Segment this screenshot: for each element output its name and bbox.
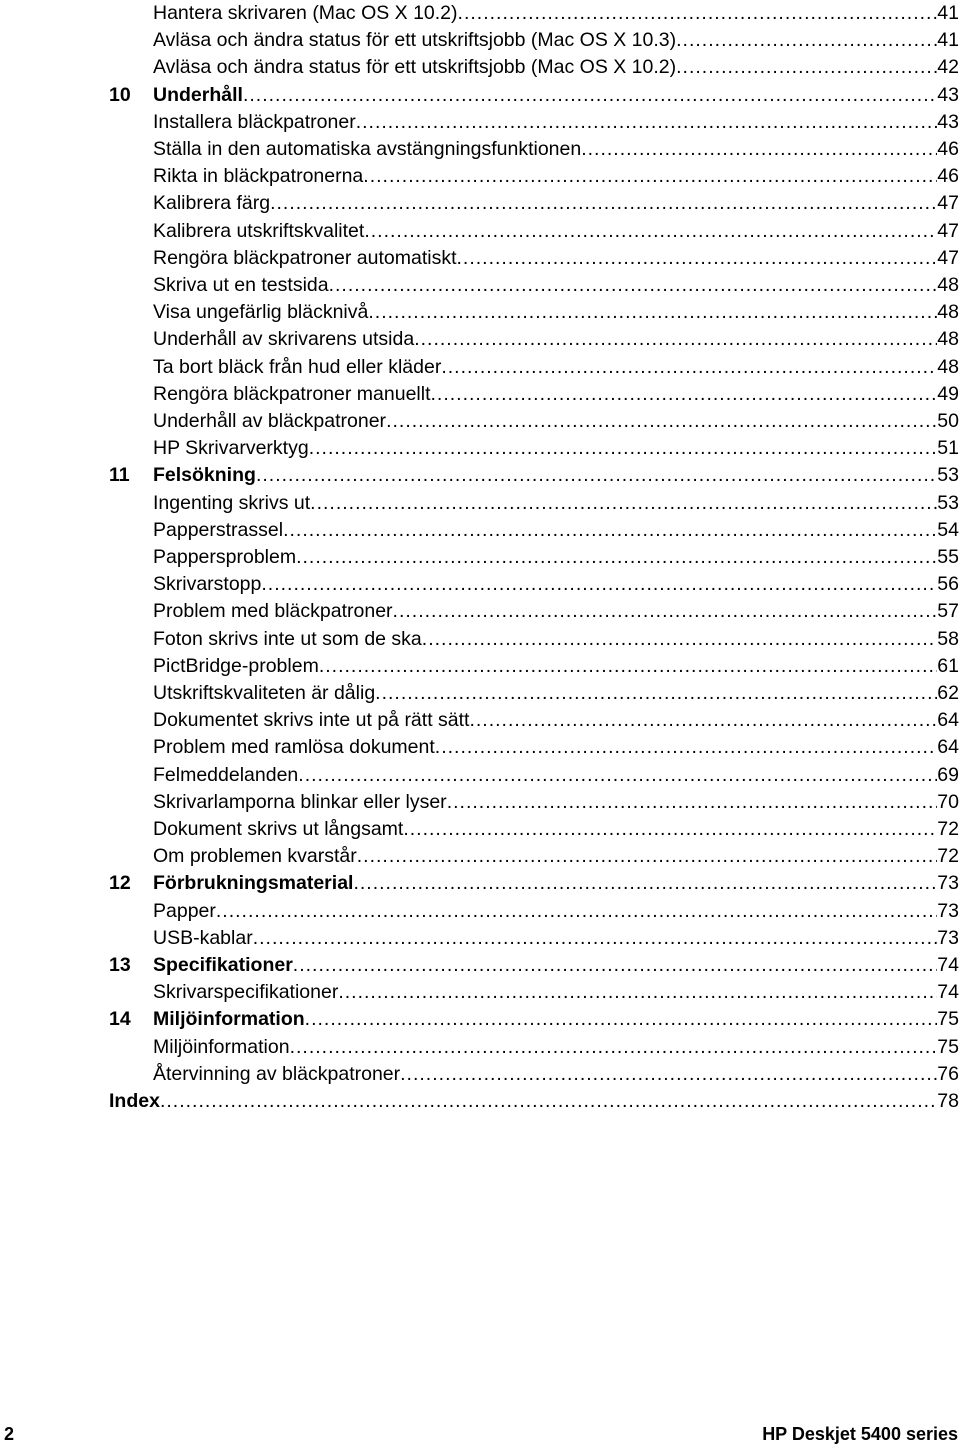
toc-entry-title: Underhåll av bläckpatroner	[153, 410, 387, 432]
toc-entry-title: Installera bläckpatroner	[153, 110, 356, 133]
toc-entry-page: 62	[937, 682, 959, 704]
toc-entry-title: Papperstrassel	[153, 518, 284, 541]
toc-entry-title: Ingenting skrivs ut	[153, 491, 311, 514]
toc-entry-page: 61	[937, 654, 959, 677]
toc-entry-title: USB-kablar	[153, 926, 253, 949]
toc-entry-page: 75	[937, 1035, 959, 1058]
toc-entry-page: 47	[937, 219, 959, 242]
toc-entry-page: 73	[937, 872, 959, 895]
dot-leader	[364, 218, 937, 245]
dot-leader	[305, 1006, 938, 1033]
toc-entry-title: Underhåll	[153, 83, 243, 106]
dot-leader	[356, 109, 938, 136]
toc-entry-title: Avläsa och ändra status för ett utskriftsjobb (Mac OS X 10.2)	[153, 56, 677, 79]
toc-chapter-entry[interactable]	[153, 1006, 959, 1033]
toc-entry[interactable]	[153, 272, 959, 299]
toc-entry[interactable]	[153, 408, 959, 435]
toc-entry-title: Kalibrera färg	[153, 192, 271, 215]
dot-leader	[400, 1061, 937, 1088]
toc-entry[interactable]	[153, 54, 959, 81]
toc-entry-title: Problem med ramlösa dokument	[153, 736, 435, 759]
dot-leader	[422, 626, 938, 653]
dot-leader	[357, 843, 938, 870]
dot-leader	[283, 517, 937, 544]
toc-entry-page: 51	[937, 437, 959, 460]
toc-entry[interactable]	[153, 435, 959, 462]
toc-entry-title: Rengöra bläckpatroner manuellt	[153, 382, 431, 405]
toc-entry-title: Avläsa och ändra status för ett utskriftsjobb (Mac OS X 10.3)	[153, 29, 677, 52]
dot-leader	[253, 925, 938, 952]
dot-leader	[270, 190, 937, 217]
chapter-number: 12	[109, 872, 131, 895]
dot-leader	[290, 1034, 938, 1061]
toc-entry[interactable]	[153, 843, 959, 870]
toc-entry-title: Miljöinformation	[153, 1008, 305, 1031]
dot-leader	[676, 27, 937, 54]
toc-entry[interactable]	[153, 381, 959, 408]
toc-entry[interactable]	[153, 898, 959, 925]
toc-entry-page: 48	[937, 355, 959, 378]
toc-entry-title: Dokument skrivs ut långsamt	[153, 818, 404, 840]
dot-leader	[457, 245, 938, 272]
toc-entry[interactable]	[153, 109, 959, 136]
page-footer	[0, 1420, 960, 1448]
dot-leader	[319, 653, 937, 680]
toc-entry[interactable]	[153, 218, 959, 245]
toc-entry-title: Visa ungefärlig bläcknivå	[153, 301, 369, 324]
dot-leader	[353, 870, 937, 897]
dot-leader	[261, 571, 937, 598]
toc-entry[interactable]	[153, 517, 959, 544]
chapter-number: 11	[109, 464, 130, 487]
toc-chapter-entry[interactable]	[153, 870, 959, 897]
dot-leader	[458, 0, 938, 27]
toc-entry[interactable]	[153, 571, 959, 598]
toc-entry-title: Skrivarspecifikationer	[153, 981, 339, 1004]
toc-entry-page: 46	[937, 138, 959, 160]
toc-entry-page: 64	[937, 736, 959, 759]
toc-entry-page: 58	[937, 627, 959, 650]
dot-leader	[431, 381, 938, 408]
dot-leader	[447, 789, 938, 816]
dot-leader	[368, 299, 937, 326]
toc-entry-page: 57	[937, 600, 959, 623]
dot-leader	[375, 680, 937, 707]
dot-leader	[393, 598, 938, 625]
toc-entry[interactable]	[153, 326, 959, 353]
toc-entry-title: Skrivarlamporna blinkar eller lyser	[153, 790, 447, 813]
dot-leader	[296, 544, 937, 571]
toc-entry-title: Felsökning	[153, 464, 256, 487]
toc-entry[interactable]	[153, 925, 959, 952]
toc-entry-page: 72	[937, 845, 959, 868]
toc-entry-title: Underhåll av skrivarens utsida	[153, 328, 415, 351]
toc-entry-title: Papper	[153, 899, 216, 922]
toc-entry-title: Ställa in den automatiska avstängningsfunktionen	[153, 138, 582, 160]
toc-entry-page: 50	[937, 410, 959, 432]
toc-entry[interactable]	[153, 653, 959, 680]
dot-leader	[243, 82, 937, 109]
toc-entry-title: Felmeddelanden	[153, 763, 299, 786]
toc-entry-page: 43	[937, 110, 959, 133]
toc-entry-title: Skrivarstopp	[153, 573, 262, 596]
toc-entry-page: 46	[937, 165, 959, 188]
dot-leader	[363, 163, 937, 190]
toc-entry-title: Index	[109, 1090, 160, 1112]
toc-entry-page: 73	[937, 899, 959, 922]
dot-leader	[435, 734, 938, 761]
toc-entry-page: 69	[937, 763, 959, 786]
toc-entry-page: 64	[937, 709, 959, 732]
toc-entry[interactable]	[153, 490, 959, 517]
toc-chapter-entry[interactable]	[153, 952, 959, 979]
chapter-number: 13	[109, 954, 131, 976]
toc-entry-page: 41	[937, 2, 959, 24]
page-number: 2	[4, 1424, 15, 1444]
toc-entry[interactable]	[153, 762, 959, 789]
toc-entry-page: 54	[937, 518, 959, 541]
toc-entry-title: Återvinning av bläckpatroner	[153, 1062, 401, 1085]
toc-entry-page: 74	[937, 954, 959, 976]
dot-leader	[338, 979, 937, 1006]
toc-entry-page: 73	[937, 926, 959, 949]
toc-entry[interactable]	[153, 163, 959, 190]
toc-entry-page: 55	[937, 546, 959, 568]
dot-leader	[310, 490, 937, 517]
toc-entry-page: 74	[937, 981, 959, 1004]
dot-leader	[309, 435, 938, 462]
toc-entry-title: Kalibrera utskriftskvalitet	[153, 219, 365, 242]
dot-leader	[386, 408, 937, 435]
toc-entry-title: Miljöinformation	[153, 1035, 290, 1058]
dot-leader	[403, 816, 937, 843]
toc-entry[interactable]	[153, 626, 959, 653]
toc-entry-page: 56	[937, 573, 959, 596]
toc-entry-title: PictBridge-problem	[153, 654, 319, 677]
toc-entry-page: 41	[937, 29, 959, 52]
dot-leader	[216, 898, 937, 925]
toc-entry[interactable]	[153, 190, 959, 217]
toc-entry[interactable]	[153, 680, 959, 707]
toc-entry-title: Skriva ut en testsida	[153, 274, 329, 296]
toc-entry-title: Ta bort bläck från hud eller kläder	[153, 355, 442, 378]
toc-entry[interactable]	[153, 136, 959, 163]
dot-leader	[581, 136, 937, 163]
toc-entry-title: Utskriftskvaliteten är dålig	[153, 682, 376, 704]
dot-leader	[293, 952, 938, 979]
toc-entry[interactable]	[153, 816, 959, 843]
toc-entry-page: 53	[937, 491, 959, 514]
chapter-number: 14	[109, 1008, 131, 1031]
dot-leader	[298, 762, 937, 789]
toc-entry[interactable]	[153, 0, 959, 27]
toc-entry[interactable]	[153, 979, 959, 1006]
toc-entry-page: 70	[937, 790, 959, 813]
toc-entry[interactable]	[153, 789, 959, 816]
toc-entry-page: 72	[937, 818, 959, 840]
dot-leader	[414, 326, 937, 353]
dot-leader	[441, 354, 937, 381]
toc-entry[interactable]	[153, 734, 959, 761]
toc-entry-title: Problem med bläckpatroner	[153, 600, 393, 623]
dot-leader	[469, 707, 937, 734]
toc-entry-title: Dokumentet skrivs inte ut på rätt sätt	[153, 709, 470, 732]
toc-chapter-entry[interactable]	[153, 462, 959, 489]
dot-leader	[676, 54, 937, 81]
toc-entry[interactable]	[153, 707, 959, 734]
toc-entry[interactable]	[153, 27, 959, 54]
toc-entry-page: 76	[937, 1062, 959, 1085]
dot-leader	[329, 272, 938, 299]
chapter-number: 10	[109, 83, 131, 106]
toc-entry-title: HP Skrivarverktyg	[153, 437, 309, 460]
toc-entry-page: 42	[937, 56, 959, 79]
dot-leader	[160, 1088, 937, 1115]
toc-entry-title: Om problemen kvarstår	[153, 845, 357, 868]
toc-entry-title: Rengöra bläckpatroner automatiskt	[153, 246, 457, 269]
toc-entry-page: 48	[937, 328, 959, 351]
toc-entry-page: 53	[937, 464, 959, 487]
toc-entry-title: Pappersproblem	[153, 546, 297, 568]
toc-entry-title: Specifikationer	[153, 954, 293, 976]
toc-entry[interactable]	[153, 1034, 959, 1061]
toc-entry-page: 47	[937, 192, 959, 215]
toc-entry-title: Hantera skrivaren (Mac OS X 10.2)	[153, 2, 458, 24]
toc-entry-title: Foton skrivs inte ut som de ska	[153, 627, 422, 650]
toc-entry[interactable]	[153, 598, 959, 625]
toc-entry-page: 75	[937, 1008, 959, 1031]
toc-entry-page: 48	[937, 301, 959, 324]
toc-entry-page: 43	[937, 83, 959, 106]
toc-entry[interactable]	[153, 1061, 959, 1088]
toc-entry-page: 49	[937, 382, 959, 405]
toc-entry[interactable]	[153, 299, 959, 326]
product-name: HP Deskjet 5400 series	[762, 1424, 958, 1444]
toc-entry-title: Förbrukningsmaterial	[153, 872, 354, 895]
toc-entry-page: 48	[937, 274, 959, 296]
dot-leader	[256, 462, 937, 489]
toc-chapter-entry[interactable]	[153, 82, 959, 109]
toc-entry-page: 78	[937, 1090, 959, 1112]
toc-entry-page: 47	[937, 246, 959, 269]
toc-entry-title: Rikta in bläckpatronerna	[153, 165, 364, 188]
toc-chapter-entry[interactable]	[109, 1088, 959, 1115]
toc-entry[interactable]	[153, 354, 959, 381]
toc-entry[interactable]	[153, 245, 959, 272]
toc-entry[interactable]	[153, 544, 959, 571]
